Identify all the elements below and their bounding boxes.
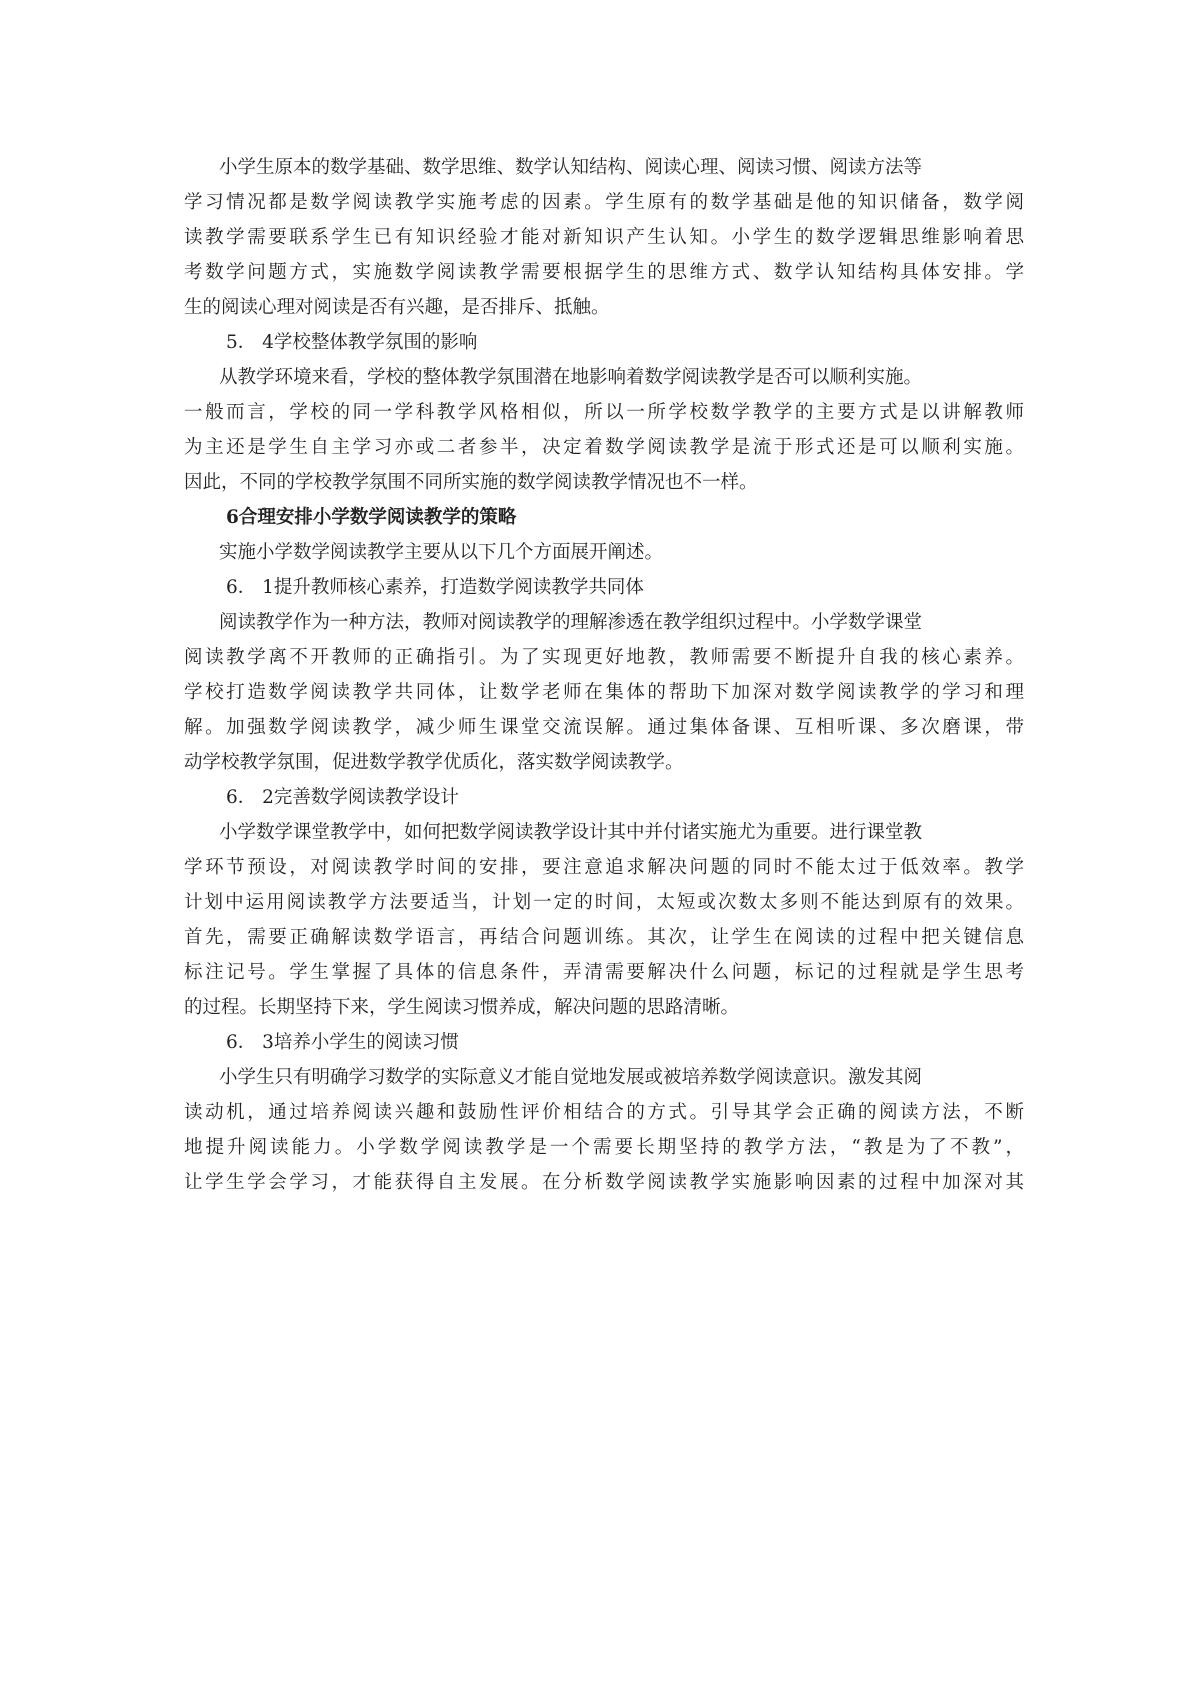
text-line: 读动机，通过培养阅读兴趣和鼓励性评价相结合的方式。引导其学会正确的阅读方法，不断 (184, 1102, 1024, 1123)
text-line: 生的阅读心理对阅读是否有兴趣，是否排斥、抵触。 (184, 297, 610, 318)
text-line: 为主还是学生自主学习亦或二者参半，决定着数学阅读教学是流于形式还是可以顺利实施。 (184, 437, 1024, 458)
text-line: 学校打造数学阅读教学共同体，让数学老师在集体的帮助下加深对数学阅读教学的学习和理 (184, 682, 1024, 703)
paragraph (184, 360, 1024, 500)
text-line: 小学数学课堂教学中，如何把数学阅读教学设计其中并付诸实施尤为重要。进行课堂教 (219, 822, 923, 843)
paragraph (184, 150, 1024, 325)
text-line: 从教学环境来看，学校的整体教学氛围潜在地影响着数学阅读教学是否可以顺利实施。 (219, 367, 923, 388)
paragraph (184, 815, 1024, 1025)
paragraph (184, 1060, 1024, 1200)
text-line: 考数学问题方式，实施数学阅读教学需要根据学生的思维方式、数学认知结构具体安排。学 (184, 262, 1024, 283)
paragraph (184, 605, 1024, 780)
section-heading: 6． 1提升教师核心素养，打造数学阅读教学共同体 (226, 577, 644, 598)
text-line: 标注记号。学生掌握了具体的信息条件，弄清需要解决什么问题，标记的过程就是学生思考 (184, 962, 1024, 983)
text-line: 因此，不同的学校教学氛围不同所实施的数学阅读教学情况也不一样。 (184, 472, 758, 493)
text-line: 阅读教学作为一种方法，教师对阅读教学的理解渗透在教学组织过程中。小学数学课堂 (219, 612, 923, 633)
text-line: 首先，需要正确解读数学语言，再结合问题训练。其次，让学生在阅读的过程中把关键信息 (184, 927, 1024, 948)
text-line: 计划中运用阅读教学方法要适当，计划一定的时间，太短或次数太多则不能达到原有的效果。 (184, 892, 1024, 913)
section-heading: 6． 3培养小学生的阅读习惯 (226, 1032, 459, 1053)
text-line: 学习情况都是数学阅读教学实施考虑的因素。学生原有的数学基础是他的知识储备，数学阅 (184, 192, 1024, 213)
text-line: 阅读教学离不开教师的正确指引。为了实现更好地教，教师需要不断提升自我的核心素养。 (184, 647, 1024, 668)
section-heading: 5． 4学校整体教学氛围的影响 (226, 332, 478, 353)
document-body (184, 150, 1024, 1200)
text-line: 小学生只有明确学习数学的实际意义才能自觉地发展或被培养数学阅读意识。激发其阅 (219, 1067, 923, 1088)
text-line: 动学校教学氛围，促进数学教学优质化，落实数学阅读教学。 (184, 752, 684, 773)
text-line: 学环节预设，对阅读教学时间的安排，要注意追求解决问题的同时不能太过于低效率。教学 (184, 857, 1024, 878)
text-line: 实施小学数学阅读教学主要从以下几个方面展开阐述。 (219, 542, 664, 563)
chapter-heading: 6合理安排小学数学阅读教学的策略 (226, 507, 517, 528)
text-line: 解。加强数学阅读教学，减少师生课堂交流误解。通过集体备课、互相听课、多次磨课，带 (184, 717, 1024, 738)
text-line: 小学生原本的数学基础、数学思维、数学认知结构、阅读心理、阅读习惯、阅读方法等 (219, 157, 923, 178)
text-line: 地提升阅读能力。小学数学阅读教学是一个需要长期坚持的教学方法，“教是为了不教”， (184, 1137, 1024, 1158)
text-line: 读教学需要联系学生已有知识经验才能对新知识产生认知。小学生的数学逻辑思维影响着思 (184, 227, 1024, 248)
section-heading: 6． 2完善数学阅读教学设计 (226, 787, 459, 808)
text-line: 让学生学会学习，才能获得自主发展。在分析数学阅读教学实施影响因素的过程中加深对其 (184, 1172, 1024, 1193)
text-line: 的过程。长期坚持下来，学生阅读习惯养成，解决问题的思路清晰。 (184, 997, 740, 1018)
text-line: 一般而言，学校的同一学科教学风格相似，所以一所学校数学教学的主要方式是以讲解教师 (184, 402, 1024, 423)
